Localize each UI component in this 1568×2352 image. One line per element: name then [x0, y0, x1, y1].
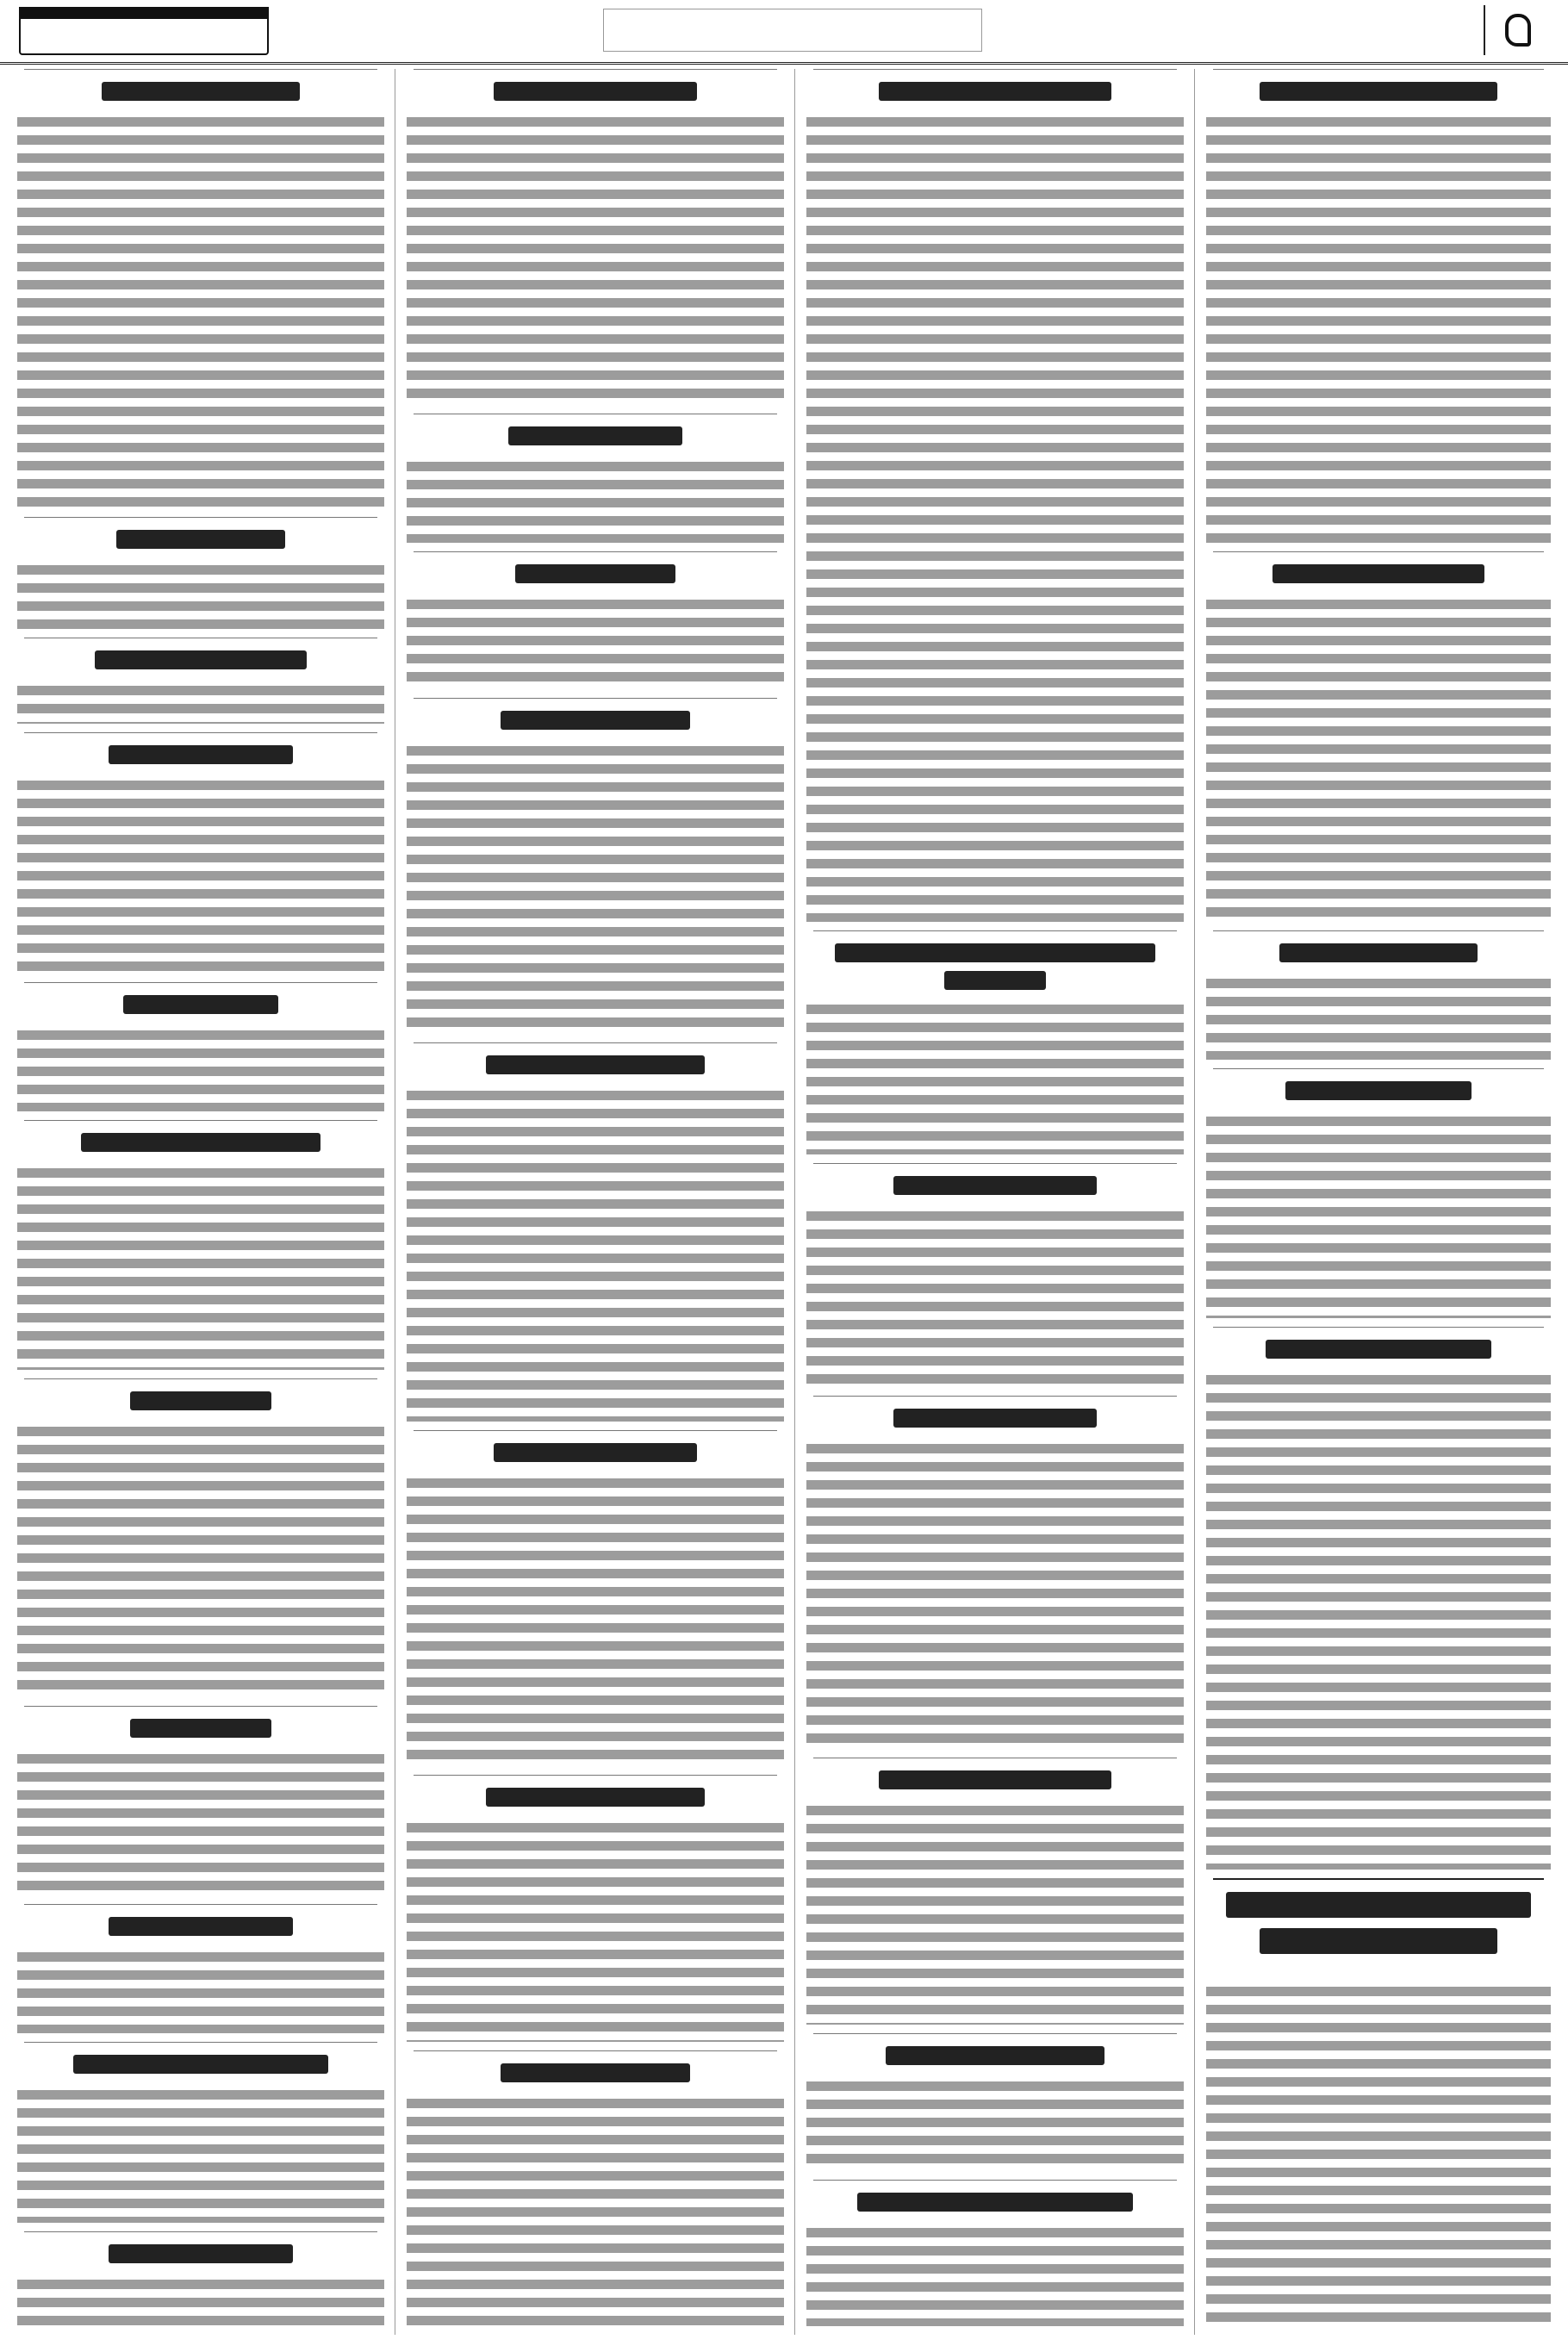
article	[12, 1378, 389, 1706]
article	[12, 1120, 389, 1378]
page-number	[1484, 5, 1551, 55]
article	[801, 69, 1189, 930]
article	[1201, 1068, 1556, 1327]
section-title	[603, 9, 982, 52]
column-3	[801, 69, 1189, 2335]
column-rule	[1194, 69, 1195, 2335]
article	[1201, 551, 1556, 930]
article	[401, 1430, 789, 1775]
article	[801, 1758, 1189, 2033]
article	[1201, 1878, 1556, 2335]
article	[1201, 69, 1556, 551]
article	[801, 1163, 1189, 1396]
article	[401, 1775, 789, 2050]
column-4	[1201, 69, 1556, 2335]
article	[12, 2231, 389, 2335]
column-2	[401, 69, 789, 2335]
newspaper-logo	[19, 7, 269, 55]
article	[12, 732, 389, 982]
article	[1201, 930, 1556, 1068]
column-1	[12, 69, 389, 2335]
article	[401, 69, 789, 414]
article	[401, 698, 789, 1042]
article	[401, 1042, 789, 1430]
article	[12, 2042, 389, 2231]
article	[12, 982, 389, 1120]
article	[801, 930, 1189, 1163]
article	[801, 2180, 1189, 2335]
article	[401, 551, 789, 698]
article	[401, 414, 789, 551]
article	[12, 1706, 389, 1904]
article	[12, 638, 389, 732]
article	[12, 517, 389, 638]
article	[801, 2033, 1189, 2180]
article	[12, 69, 389, 517]
article	[12, 1904, 389, 2042]
article	[1201, 1327, 1556, 1878]
article	[401, 2050, 789, 2335]
masthead	[0, 0, 1568, 65]
date-line	[1189, 9, 1473, 52]
article	[801, 1396, 1189, 1758]
column-rule	[794, 69, 795, 2335]
